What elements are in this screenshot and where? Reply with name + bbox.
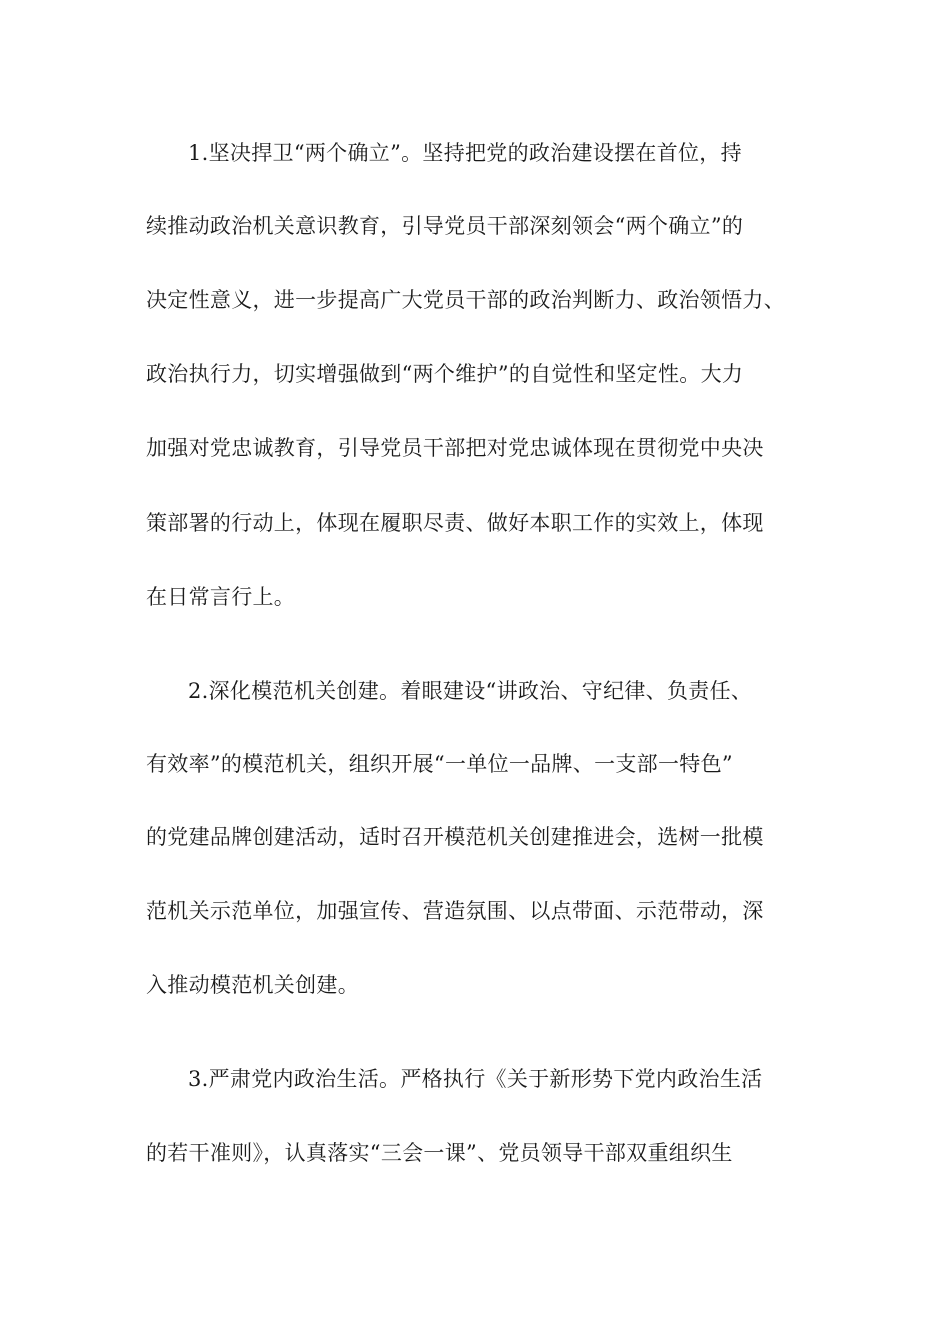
paragraph-2-line-2: 有效率”的模范机关，组织开展“一单位一品牌、一支部一特色” bbox=[146, 752, 733, 776]
paragraph-2-line-1: 2.深化模范机关创建。着眼建设“讲政治、守纪律、负责任、 bbox=[188, 679, 753, 703]
paragraph-2-line-5: 入推动模范机关创建。 bbox=[146, 973, 359, 997]
paragraph-1-line-7: 在日常言行上。 bbox=[146, 585, 296, 609]
paragraph-1-line-3: 决定性意义，进一步提高广大党员干部的政治判断力、政治领悟力、 bbox=[146, 288, 785, 312]
paragraph-1-line-2: 续推动政治机关意识教育，引导党员干部深刻领会“两个确立”的 bbox=[146, 214, 744, 238]
paragraph-1-line-6: 策部署的行动上，体现在履职尽责、做好本职工作的实效上，体现 bbox=[146, 511, 764, 535]
paragraph-1-line-5: 加强对党忠诚教育，引导党员干部把对党忠诚体现在贯彻党中央决 bbox=[146, 436, 764, 460]
paragraph-3-line-1: 3.严肃党内政治生活。严格执行《关于新形势下党内政治生活 bbox=[188, 1067, 763, 1091]
paragraph-2-line-3: 的党建品牌创建活动，适时召开模范机关创建推进会，选树一批模 bbox=[146, 825, 764, 849]
paragraph-1-line-1: 1.坚决捍卫“两个确立”。坚持把党的政治建设摆在首位，持 bbox=[188, 141, 742, 165]
paragraph-1-line-4: 政治执行力，切实增强做到“两个维护”的自觉性和坚定性。大力 bbox=[146, 362, 744, 386]
paragraph-2-line-4: 范机关示范单位，加强宣传、营造氛围、以点带面、示范带动，深 bbox=[146, 899, 764, 923]
paragraph-3-line-2: 的若干准则》，认真落实“三会一课”、党员领导干部双重组织生 bbox=[146, 1141, 733, 1165]
